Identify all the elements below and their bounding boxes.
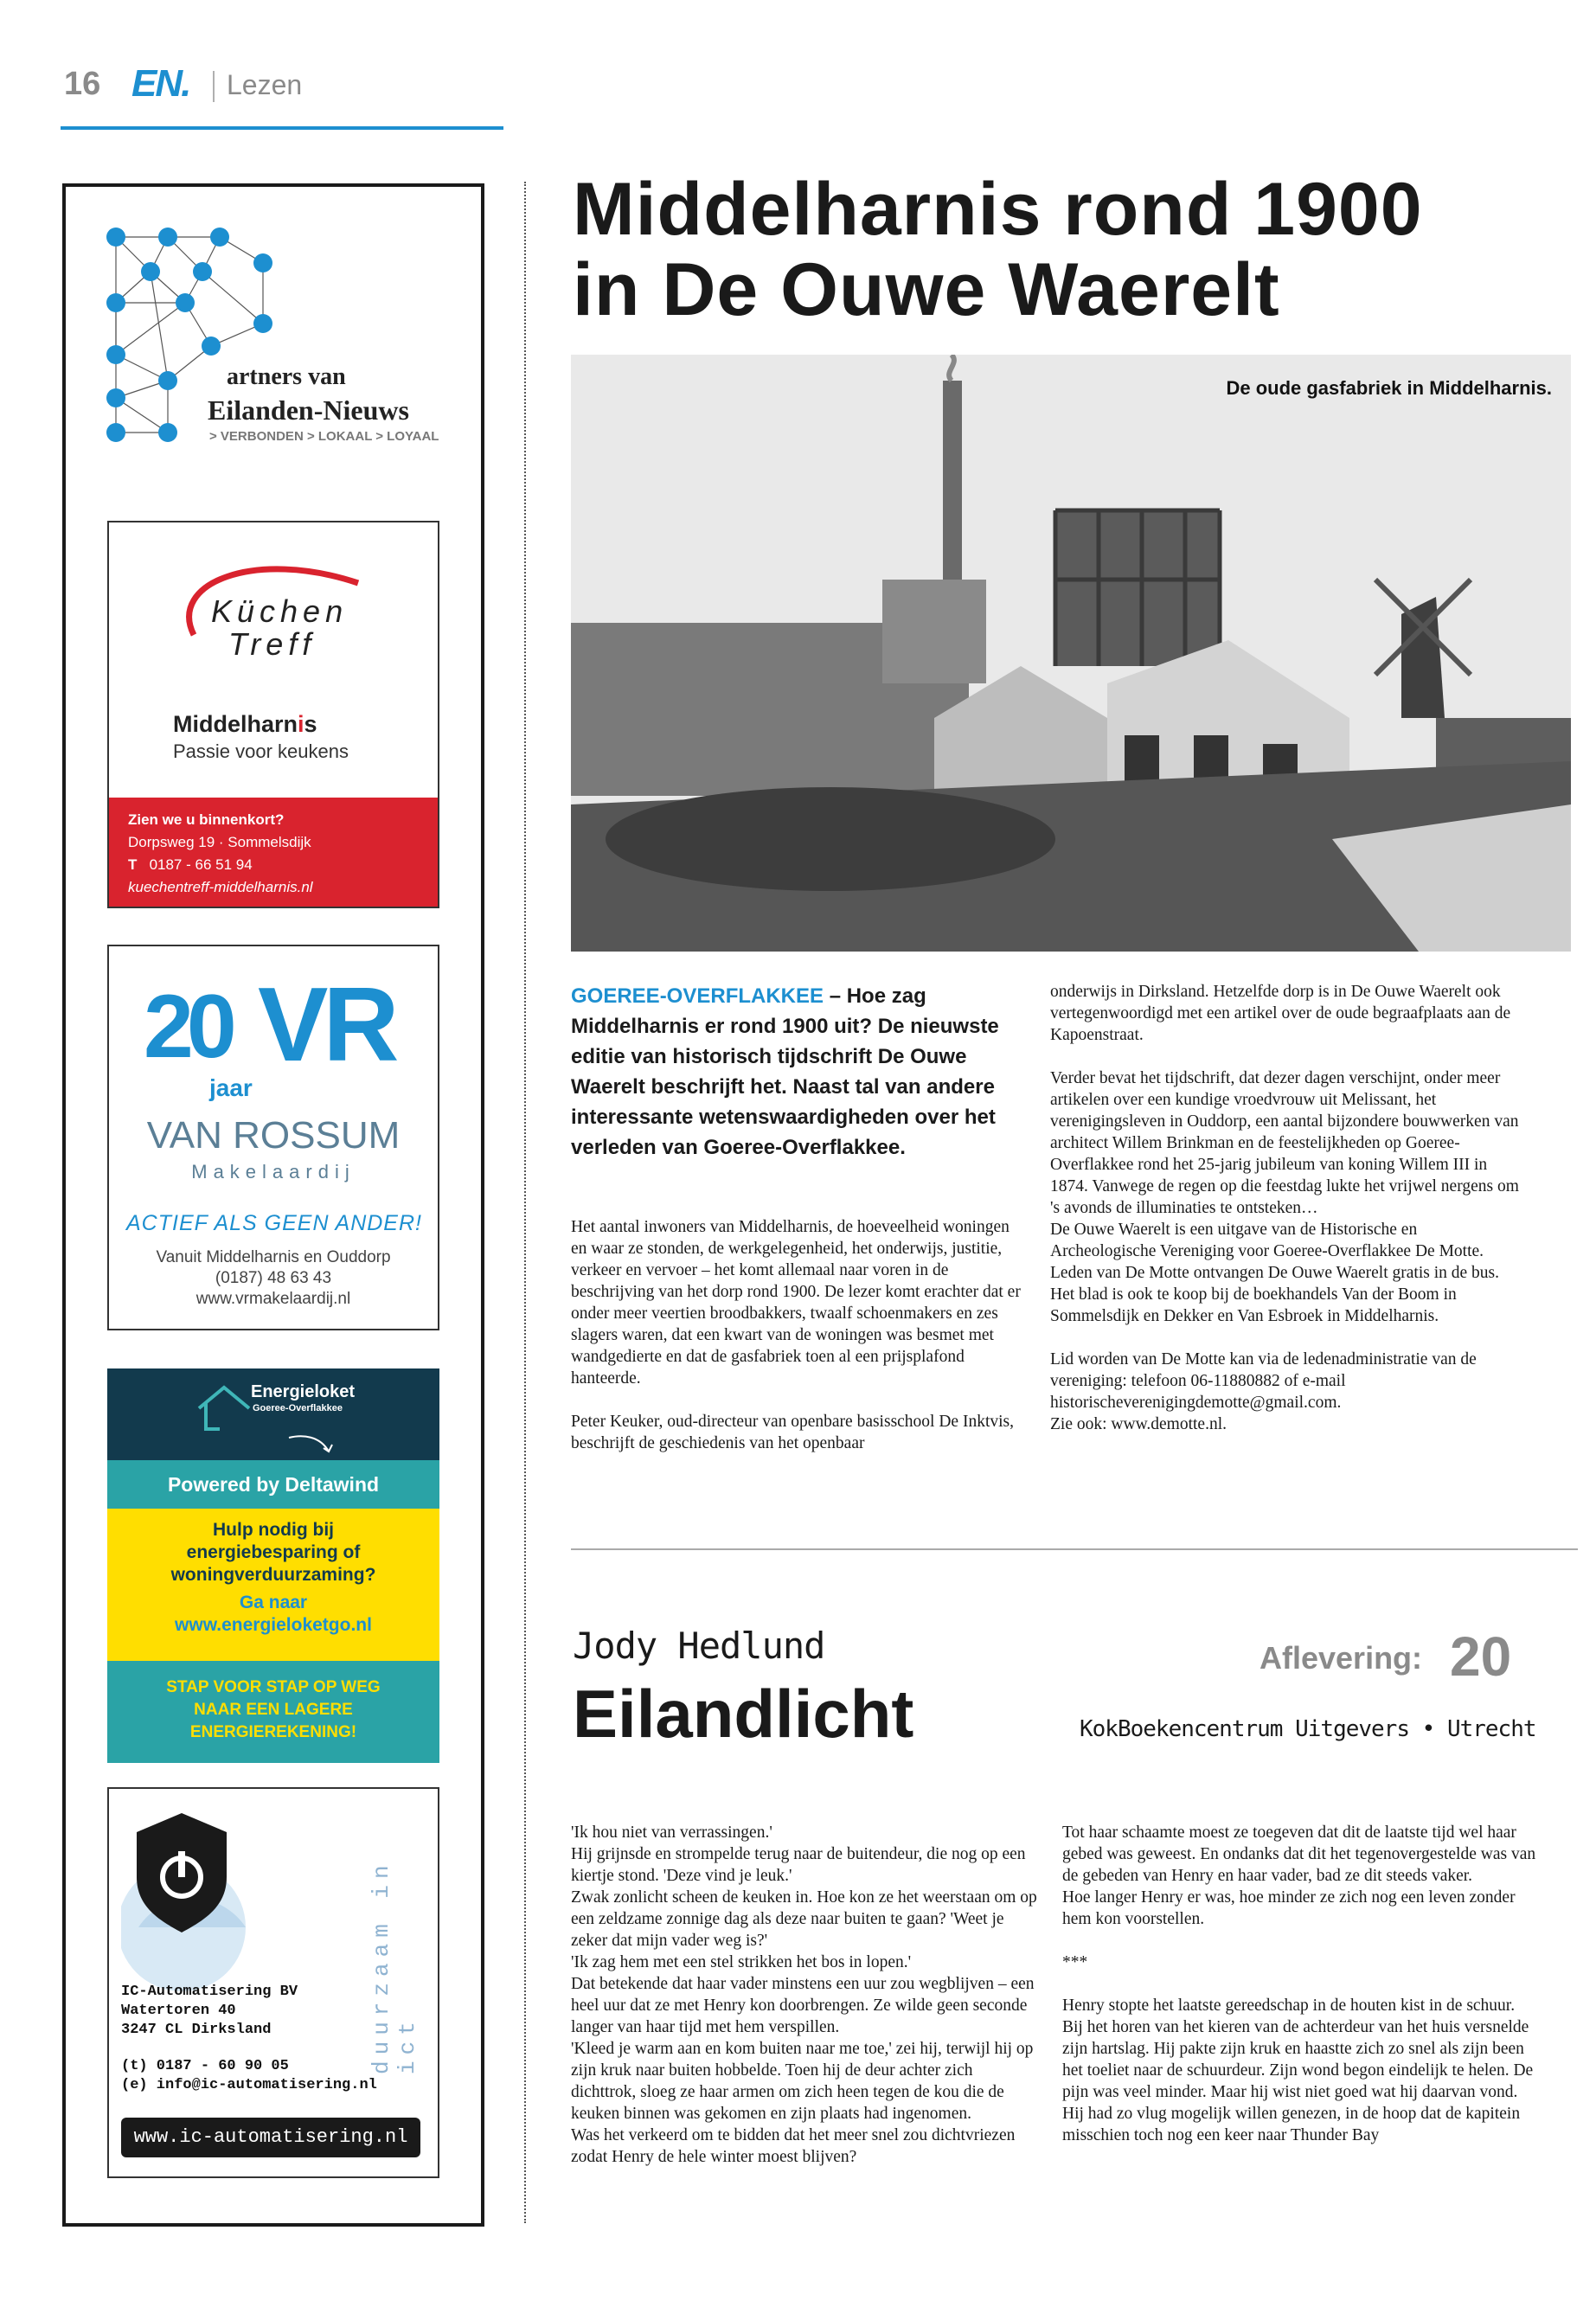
article1-column1: Het aantal inwoners van Middelharnis, de hoeveelheid woningen en waar ze stonden, de werkgelegenheid, het onderwijs, justitie, verkeer en vervoer – het komt allemaal naar voren in de beschrijving van het dorp rond 1900. De lezer komt erachter dat er onder meer veertien broodbakkers, twaalf schoenmakers en zes slagers waren, dat een kwart van de woningen was besmet met wandgedierte en dat de gasfabriek toen al een prijsplafond hanteerde. Peter Keuker, oud-directeur van openbare basisschool De Inktvis, beschrijft de geschiedenis van het openbaar <box>571 1218 1021 1452</box>
article1-lead-text: – Hoe zag Middelharnis er rond 1900 uit? De nieuwste editie van historisch tijdschrift De Ouwe Waerelt beschrijft het. Naast tal van andere interessante wetenswaardigheden over het verleden van Goeree-Overflakkee. <box>571 984 999 1159</box>
column-separator <box>524 182 526 2223</box>
ic-address <box>121 1983 377 2095</box>
ic-website-button[interactable]: www.ic-automatisering.nl <box>121 2118 420 2157</box>
photo-caption: De oude gasfabriek in Middelharnis. <box>1226 377 1552 399</box>
section-title: Lezen <box>227 69 303 100</box>
energieloket-step1: STAP VOOR STAP OP WEG <box>166 1678 381 1696</box>
kuechentreff-town: Middelharnis <box>173 711 317 737</box>
energieloket-help3: woningverduurzaming? <box>170 1565 376 1585</box>
energieloket-steps <box>107 1661 439 1763</box>
episode-label: Aflevering: <box>1259 1640 1423 1676</box>
article2-column1: 'Ik hou niet van verrassingen.' Hij grijnsde en strompelde terug naar de buitendeur, die nog op een kiertje stond. 'Deze vind je leuk.' Zwak zonlicht scheen de keuken in. Hoe kon ze het weerstaan om op een zeldzame zonnige dag als deze naar buiten te gaan? 'Weet je zeker dat mijn vader weg is?' 'Ik zag hem met een stel strikken het bos in lopen.' Dat betekende dat haar vader minstens een uur zou wegblijven – een heel uur dat ze met Henry kon doorbrengen. Ze wilde geen seconde langer van haar tijd met hem verspillen. 'Kleed je warm aan en kom buiten naar me toe,' zei hij, terwijl hij op zijn kruk naar buiten hobbelde. Toen hij de deur achter zich dichttrok, sloeg ze haar armen om zich heen tegen de kou die de keuken binnen was gekomen en zijn plaats had ingenomen. Was het verkeerd om te bidden dat het meer snel zou dichtvriezen zodat Henry de hele winter moest blijven? <box>571 1823 1037 2166</box>
house-icon <box>194 1382 254 1434</box>
vanrossum-slogan: ACTIEF ALS GEEN ANDER! <box>126 1211 422 1235</box>
page-number: 16 <box>64 66 101 102</box>
energieloket-step3: ENERGIEREKENING! <box>189 1723 357 1741</box>
energieloket-powered: Powered by Deltawind <box>107 1460 439 1509</box>
factory-illustration-icon <box>571 355 1571 952</box>
kuechentreff-cta: Zien we u binnenkort? <box>128 811 285 828</box>
vanrossum-jaar: jaar <box>209 1074 253 1101</box>
ic-shield-icon <box>121 1798 329 1997</box>
kuechentreff-phone: T 0187 - 66 51 94 <box>128 856 253 873</box>
energieloket-help1: Hulp nodig bij <box>213 1520 334 1540</box>
episode-number: 20 <box>1450 1625 1512 1688</box>
energieloket-help <box>107 1509 439 1661</box>
newspaper-logo: EN. <box>131 62 190 105</box>
vanrossum-name: VAN ROSSUM <box>146 1114 401 1157</box>
energieloket-help2: energiebesparing of <box>186 1542 361 1562</box>
article1-kicker: GOEREE-OVERFLAKKEE <box>571 984 824 1008</box>
ic-line5: (e) info@ic-automatisering.nl <box>121 2077 377 2093</box>
partners-line2: Eilanden-Nieuws <box>208 394 409 426</box>
vanrossum-ad[interactable] <box>107 945 439 1330</box>
article1-lead <box>571 981 1021 1163</box>
article1-title-line1: Middelharnis rond 1900 <box>573 168 1423 251</box>
ic-automatisering-ad[interactable] <box>107 1787 439 2178</box>
vanrossum-line3[interactable]: www.vrmakelaardij.nl <box>195 1290 351 1308</box>
kuechentreff-ad[interactable] <box>107 521 439 908</box>
ic-line1: IC-Automatisering BV <box>121 1984 298 2000</box>
header-rule <box>61 126 503 130</box>
vanrossum-sub: Makelaardij <box>191 1161 356 1183</box>
kuechentreff-address: Dorpsweg 19 · Sommelsdijk <box>128 834 311 850</box>
energieloket-step2: NAAR EEN LAGERE <box>194 1701 353 1719</box>
article2-column2: Tot haar schaamte moest ze toegeven dat dit de laatste tijd wel haar gebed was geweest. En ondanks dat dit het tegenovergestelde was van de gebeden van Henry en haar vader, bad ze dit steeds vaker. Hoe langer Henry er was, hoe minder ze zich nog een leven zonder hem kon voorstellen. *** Henry stopte het laatste gereedschap in de houten kist in de schuur. Bij het horen van het kieren van de achterdeur van het huis versnelde zijn hartslag. Hij pakte zijn kruk en haastte zich zo snel als zijn been het toeliet naar de schuurdeur. Zijn wond begon eindelijk te helen. De pijn was veel minder. Maar hij wist niet goed wat hij daarvan vond. Hij had zo vlug mogelijk willen genezen, in de hoop dat de kapitein misschien toch nog een keer naar Thunder Bay <box>1062 1823 1536 2144</box>
kuechentreff-logo-line2: Treff <box>228 626 317 662</box>
energieloket-ad[interactable] <box>107 1368 439 1763</box>
arrow-icon <box>285 1433 337 1458</box>
energieloket-header <box>107 1368 439 1460</box>
vanrossum-line2: (0187) 48 63 43 <box>215 1269 332 1287</box>
energieloket-title: Energieloket <box>251 1382 356 1401</box>
vanrossum-contact <box>109 1247 438 1310</box>
publisher: KokBoekencentrum Uitgevers • Utrecht <box>1080 1716 1536 1742</box>
ic-line3: 3247 CL Dirksland <box>121 2022 272 2038</box>
partners-tagline: > VERBONDEN > LOKAAL > LOYAAL <box>209 429 439 444</box>
kuechentreff-subtitle: Passie voor keukens <box>173 740 349 762</box>
ic-line4: (t) 0187 - 60 90 05 <box>121 2058 289 2074</box>
kuechentreff-logo-line1: Küchen <box>211 593 349 629</box>
vanrossum-vr: VR <box>258 965 394 1083</box>
gasfabriek-photo <box>571 355 1571 952</box>
vanrossum-years: 20 <box>144 977 230 1077</box>
partners-line1: artners van <box>227 363 346 390</box>
kuechentreff-website[interactable]: kuechentreff-middelharnis.nl <box>128 879 313 895</box>
article-divider <box>571 1548 1578 1550</box>
energieloket-go2[interactable]: www.energieloketgo.nl <box>175 1615 372 1635</box>
ic-vertical-slogan: duurzaam in ict <box>369 1859 420 2074</box>
header-divider <box>213 71 215 102</box>
energieloket-sub: Goeree-Overflakkee <box>253 1403 343 1413</box>
article1-column2: onderwijs in Dirksland. Hetzelfde dorp is in De Ouwe Waerelt ook vertegenwoordigd met een artikel over de oude begraafplaats aan de Kapoenstraat. Verder bevat het tijdschrift, dat dezer dagen verschijnt, onder meer artikelen over een kundige vroedvrouw uit Melissant, het verenigingsleven in Ouddorp, een aantal bijzondere bouwwerken van architect Willem Brinkman en de feestelijkheden op Goeree-Overflakkee rond het 25-jarig jubileum van koning Willem III in 1874. Vanwege de regen op die feestdag lukte het vrijwel nergens om 's avonds de illuminaties te ontsteken… De Ouwe Waerelt is een uitgave van de Historische en Archeologische Vereniging voor Goeree-Overflakkee De Motte. Leden van De Motte ontvangen De Ouwe Waerelt gratis in de bus. Het blad is ook te koop bij de boekhandels Van der Boom in Sommelsdijk en Dekker en Van Esbroek in Middelharnis. Lid worden van De Motte kan via de ledenadministratie van de vereniging: telefoon 06-11880882 of e-mail historischeverenigingdemotte@gmail.com. Zie ook: www.demotte.nl. <box>1050 983 1519 1433</box>
partners-ad <box>104 216 450 458</box>
article1-title-line2: in De Ouwe Waerelt <box>573 248 1280 331</box>
article2-author: Jody Hedlund <box>573 1625 825 1667</box>
article2-title: Eilandlicht <box>573 1676 914 1752</box>
vanrossum-line1: Vanuit Middelharnis en Ouddorp <box>156 1248 391 1266</box>
ic-line2: Watertoren 40 <box>121 2003 236 2019</box>
kuechentreff-contact <box>109 798 438 907</box>
energieloket-go1: Ga naar <box>239 1593 308 1612</box>
article1-title <box>573 170 1423 330</box>
